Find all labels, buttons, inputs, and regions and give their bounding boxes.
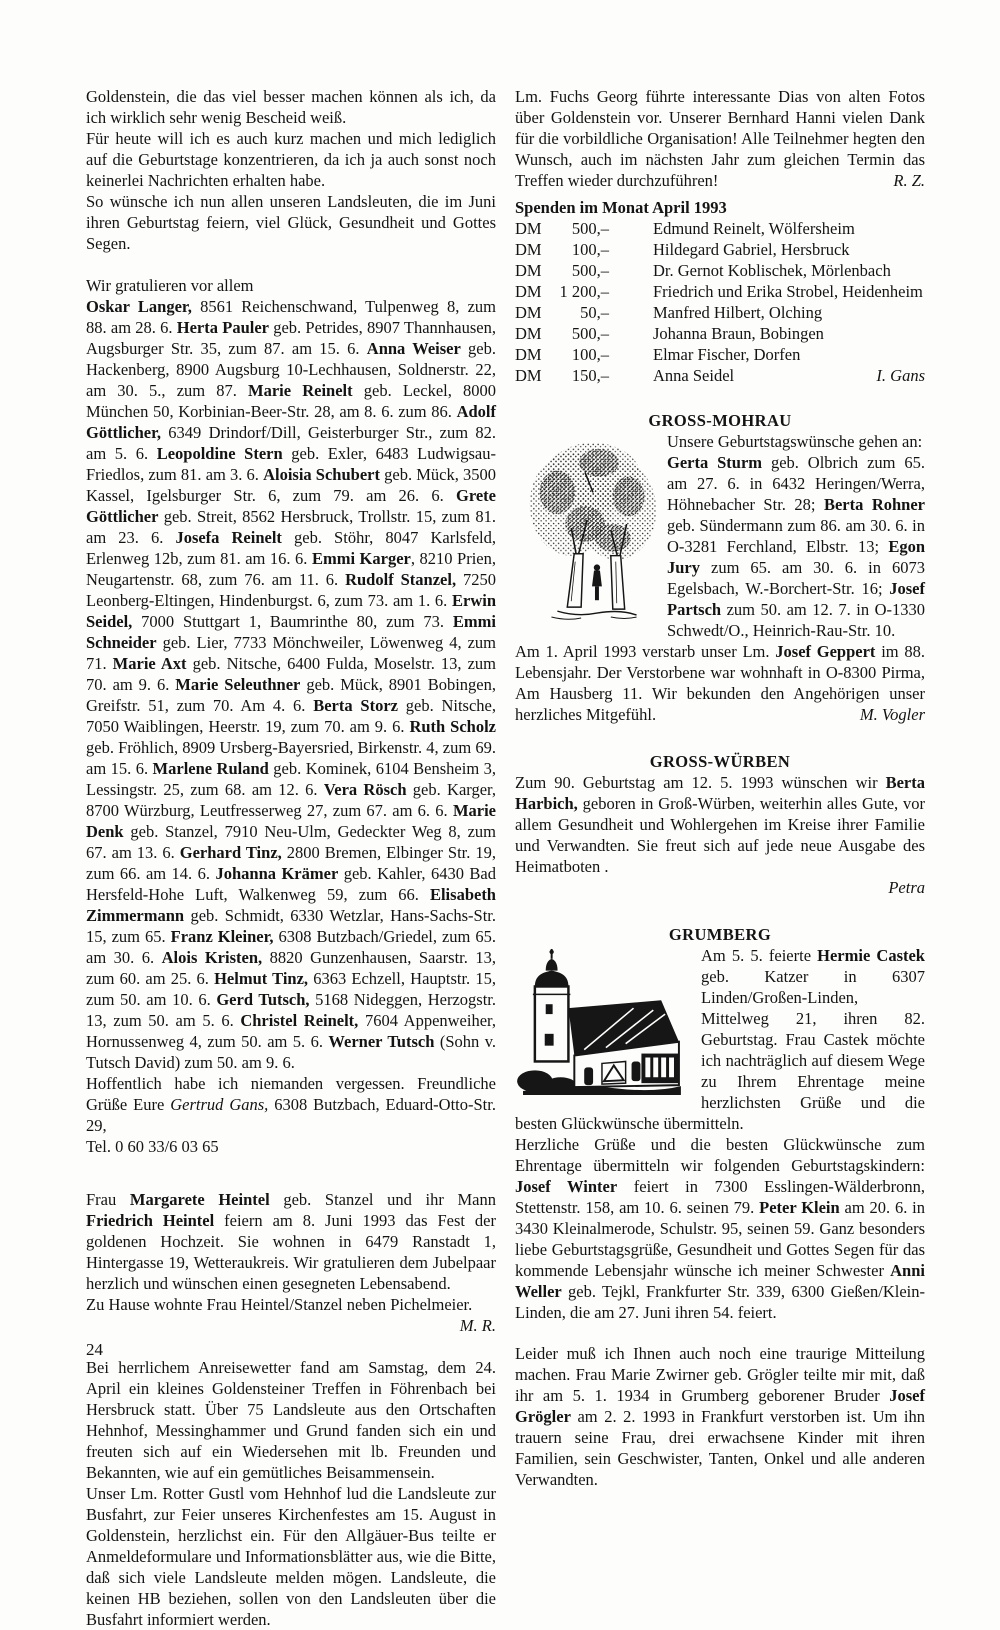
birthday-list-paragraph: Oskar Langer, 8561 Reichenschwand, Tulpenweg 8, zum 88. am 28. 6. Herta Pauler geb. Petrides, 8907 Thannhausen, Augsburger Str. 35, zum 87. am 15. 6. Anna Weiser geb. Hackenberg, 8900 Augsburg 10-Lechhausen, Soldnerstr. 22, am 30. 5., zum 87. Marie Reinelt geb. Leckel, 8000 München 50, Korbinian-Beer-Str. 28, am 8. 6. zum 86. Adolf Göttlicher, 6349 Drindorf/Dill, Geisterburger Str., zum 82. am 5. 6. Leopoldine Stern geb. Exler, 6483 Ludwigsau-Friedlos, zum 81. am 3. 6. Aloisia Schubert geb. Mück, 3500 Kassel, Igelsburger Str. 6, zum 79. am 26. 6. Grete Göttlicher geb. Streit, 8562 Hersbruck, Trollstr. 15, zum 81. am 23. 6. Josefa Reinelt geb. Stöhr, 8047 Karlsfeld, Erlenweg 12b, zum 81. am 16. 6. Emmi Karger, 8210 Prien, Neugartenstr. 68, zum 76. am 11. 6. Rudolf Stanzel, 7250 Leonberg-Eltingen, Hindenburgst. 6, zum 73. am 1. 6. Erwin Seidel, 7000 Stuttgart 1, Baumrinthe 80, zum 73. Emmi Schneider geb. Lier, 7733 Mönchweiler, Löwenweg 4, zum 71. Marie Axt geb. Nitsche, 6400 Fulda, Moselstr. 13, zum 70. am 9. 6. Marie Seleuthner geb. Mück, 8901 Bobingen, Greifstr. 51, zum 70. Am 4. 6. Berta Storz geb. Nitsche, 7050 Waiblingen, Heerstr. 19, zum 70. am 9. 6. Ruth Scholz geb. Fröhlich, 8909 Ursberg-Bayersried, Birkenstr. 4, zum 69. am 15. 6. Marlene Ruland geb. Kominek, 6104 Bensheim 3, Lessingstr. 25, zum 68. am 12. 6. Vera Rösch geb. Karger, 8700 Würzburg, Leutfresserweg 27, zum 67. am 6. 6. Marie Denk geb. Stanzel, 7910 Neu-Ulm, Gedeckter Weg 8, zum 67. am 13. 6. Gerhard Tinz, 2800 Bremen, Elbinger Str. 19, zum 66. am 14. 6. Johanna Krämer geb. Kahler, 6430 Bad Hersfeld-Hohe Luft, Walkenweg 59, zum 66. Elisabeth Zimmermann geb. Schmidt, 6330 Wetzlar, Hans-Sachs-Str. 15, zum 65. Franz Kleiner, 6308 Butzbach/Griedel, zum 65. am 30. 6. Alois Kristen, 8820 Gunzenhausen, Saarstr. 13, zum 60. am 25. 6. Helmut Tinz, 6363 Echzell, Hauptstr. 15, zum 50. am 10. 6. Gerd Tutsch, 5168 Nideggen, Herzogstr. 13, zum 50. am 5. 6. Christel Reinelt, 7604 Appenweiher, Hornussenweg 4, zum 50. am 5. 6. Werner Tutsch (Sohn v. Tutsch David) zum 50. am 9. 6.: [86, 297, 497, 1072]
donation-currency: DM: [515, 282, 542, 301]
signature-m-vogler: M. Vogler: [859, 705, 925, 724]
donation-row: [515, 218, 925, 239]
intro-line: Goldenstein, die das viel besser machen können als ich, da ich wirklich sehr wenig Bescheid weiß.: [86, 87, 496, 127]
donation-row: [515, 260, 925, 281]
donation-donor: Johanna Braun, Bobingen: [653, 324, 824, 343]
donation-row: [515, 281, 925, 302]
donation-row: [515, 365, 925, 386]
mohrau-birthday-paragraph: Gerta Sturm geb. Olbrich zum 65. am 27. 6. in 6432 Heringen/Werra, Höhnebacher Str. 28; Berta Rohner geb. Sündermann zum 86. am 30. 6. in O-3281 Ferchland, Elbstr. 13; Egon Jury zum 65. am 30. 6. in 6073 Egelsbach, W.-Borchert-Str. 16; Josef Partsch zum 50. am 12. 7. in O-1330 Schwedt/O., Heinrich-Rau-Str. 10.: [667, 453, 925, 640]
right-column: [515, 86, 925, 1630]
donation-amount: 150,–: [571, 366, 609, 385]
donation-donor: Edmund Reinelt, Wölfersheim: [653, 219, 855, 238]
donation-row: [515, 323, 925, 344]
section-title-gross-wuerben: GROSS-WÜRBEN: [649, 752, 791, 771]
donation-donor: Dr. Gernot Koblischek, Mörlenbach: [653, 261, 891, 280]
donation-currency: DM: [515, 324, 542, 343]
grumberg-birthday-paragraph: Herzliche Grüße und die besten Glückwünsche zum Ehrentage übermitteln wir folgenden Geburtstagskindern: Josef Winter feiert in 7300 Esslingen-Wälderbronn, Stettenstr. 158, am 10. 6. seinen 79. Peter Klein am 20. 6. in 3430 Kleinalmerode, Schulstr. 95, seinen 59. Ganz besonders liebe Geburtstagsgrüße, Gesundheit und Gottes Segen für das kommende Lebensjahr wünsche ich meiner Schwester Anni Weller geb. Tejkl, Frankfurter Str. 339, 6300 Gießen/Klein-Linden, die am 27. Juni ihren 54. feiert.: [515, 1135, 926, 1322]
donation-currency: DM: [515, 240, 542, 259]
treffen-paragraph-1: Bei herrlichem Anreisewetter fand am Samstag, dem 24. April ein kleines Goldensteiner Treffen in Föhrenbach bei Hersbruck statt. Über 75 Landsleute aus den Ortschaften Hehnhof, Messinghammer und Grund fanden sich ein und freuten sich auf ein Wiedersehen mit lb. Freunden und Bekannten, wie auf ein gemütliches Beisammensein.: [86, 1358, 496, 1482]
intro-line: Für heute will ich es auch kurz machen und mich lediglich auf die Geburtstage konzentrieren, da ich ja auch sonst noch keinerlei Nachrichten erhalten habe.: [86, 129, 496, 190]
donation-donor: Friedrich und Erika Strobel, Heidenheim: [653, 282, 923, 301]
donation-amount: 50,–: [580, 303, 609, 322]
donation-amount: 500,–: [571, 261, 609, 280]
donation-amount: 100,–: [571, 345, 609, 364]
section-title-grumberg: GRUMBERG: [668, 925, 772, 944]
left-column: [86, 86, 496, 1630]
donations-signature: I. Gans: [876, 366, 925, 385]
donation-amount: 1 200,–: [559, 282, 609, 301]
donation-amount: 500,–: [571, 324, 609, 343]
grumberg-obituary-paragraph: Leider muß ich Ihnen auch noch eine traurige Mitteilung machen. Frau Marie Zwirner geb. Grögler teilte mir mit, daß ihr am 5. 1. 1934 in Grumberg geborener Bruder Josef Grögler am 2. 2. 1993 in Frankfurt verstorben ist. Um ihn trauern seine Frau, drei erwachsene Kinder mit ihren Familien, sein Geschwister, Tanten, Onkel und alle anderen Verwandten.: [515, 1344, 925, 1489]
donation-donor: Manfred Hilbert, Olching: [653, 303, 823, 322]
donations-table: [515, 218, 925, 386]
donation-currency: DM: [515, 261, 542, 280]
mohrau-obituary-paragraph: Am 1. April 1993 verstarb unser Lm. Josef Geppert im 88. Lebensjahr. Der Verstorbene war wohnhaft in O-8300 Pirma, Am Hausberg 11. Wir bekunden den Angehörigen unser herzliches Mitgefühl.: [515, 642, 925, 724]
donation-currency: DM: [515, 219, 542, 238]
page-number: 24: [86, 1340, 103, 1359]
donation-row: [515, 239, 925, 260]
donation-donor: Elmar Fischer, Dorfen: [653, 345, 801, 364]
heintel-anniversary-paragraph: Frau Margarete Heintel geb. Stanzel und ihr Mann Friedrich Heintel feiern am 8. Juni 1993 das Fest der goldenen Hochzeit. Sie wohnen in 6479 Ranstadt 1, Hintergasse 19, Wetteraukreis. Wir gratulieren dem Jubelpaar herzlich und wünschen einen gesegneten Lebensabend.: [86, 1190, 497, 1293]
mohrau-intro-line: Unsere Geburtstagswünsche gehen an:: [667, 432, 923, 451]
donation-amount: 500,–: [571, 219, 609, 238]
section-gross-wuerben: [515, 751, 925, 898]
telephone-line: Tel. 0 60 33/6 03 65: [86, 1137, 219, 1156]
newsletter-page-body: [86, 86, 925, 1630]
section-gross-mohrau: [515, 410, 925, 725]
gratulieren-lead: Wir gratulieren vor allem: [86, 276, 254, 295]
intro-line: So wünsche ich nun allen unseren Landsleuten, die im Juni ihren Geburtstag feiern, viel Glück, Gesundheit und Gottes Segen.: [86, 192, 496, 253]
donation-row: [515, 302, 925, 323]
donation-currency: DM: [515, 366, 542, 385]
donation-donor: Hildegard Gabriel, Hersbruck: [653, 240, 850, 259]
signature-r-z: R. Z.: [893, 171, 925, 190]
donation-amount: 100,–: [571, 240, 609, 259]
signature-m-r: M. R.: [459, 1316, 496, 1335]
donation-row: [515, 344, 925, 365]
closing-paragraph: Hoffentlich habe ich niemanden vergessen. Freundliche Grüße Eure Gertrud Gans, 6308 Butzbach, Eduard-Otto-Str. 29,: [86, 1074, 496, 1135]
wuerben-birthday-paragraph: Zum 90. Geburtstag am 12. 5. 1993 wünschen wir Berta Harbich, geboren in Groß-Würben, weiterhin alles Gute, vor allem Gesundheit und Wohlergehen im Kreise ihrer Familie und Verwandten. Sie freut sich auf jede neue Ausgabe des Heimatboten .: [515, 773, 925, 876]
church-illustration: [515, 947, 683, 1095]
intro-paragraph: [86, 86, 496, 254]
donation-currency: DM: [515, 303, 542, 322]
donation-currency: DM: [515, 345, 542, 364]
donations-title: Spenden im Monat April 1993: [515, 198, 727, 217]
fuchs-report-paragraph: Lm. Fuchs Georg führte interessante Dias von alten Fotos über Goldenstein vor. Unserer Bernhard Hanni vielen Dank für die vorbildliche Organisation! Alle Teilnehmer hegten den Wunsch, auch im nächsten Jahr zum gleichen Termin das Treffen wieder durchzuführen!: [515, 87, 925, 190]
signature-petra: Petra: [888, 878, 925, 897]
donation-donor: Anna Seidel: [653, 366, 735, 385]
heintel-home-line: Zu Hause wohnte Frau Heintel/Stanzel neben Pichelmeier.: [86, 1295, 473, 1314]
treffen-paragraph-2: Unser Lm. Rotter Gustl vom Hehnhof lud die Landsleute zur Busfahrt, zur Feier unseres Kirchenfestes am 15. August in Goldenstein, herzlichst ein. Für den Allgäuer-Bus teilte er Anmeldeformulare und Informationsblätter aus, wie die Bitte, daß sich viele Landsleute melden mögen. Landsleute, die keinen HB beziehen, sollen von den Landsleuten über die Busfahrt informiert werden.: [86, 1484, 496, 1629]
tree-illustration: [527, 433, 659, 621]
section-title-gross-mohrau: GROSS-MOHRAU: [648, 411, 792, 430]
grumberg-castek-paragraph: Am 5. 5. feierte Hermie Castek geb. Katzer in 6307 Linden/Großen-Linden, Mittelweg 21, ihren 82. Geburtstag. Frau Castek möchte ich nachträglich auf diesem Wege zu Ihrem Ehrentage meine herzlichsten Grüße und die besten Glückwünsche übermitteln.: [515, 946, 925, 1133]
section-grumberg: [515, 924, 925, 1490]
